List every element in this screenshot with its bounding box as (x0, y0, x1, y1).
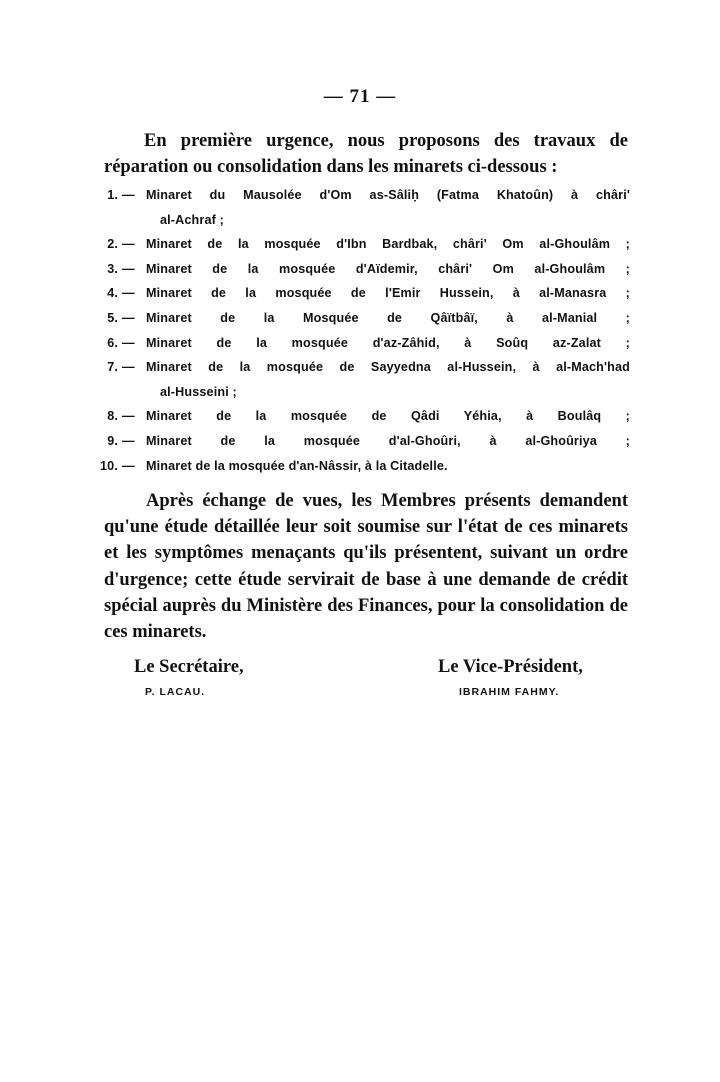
item-text: Minaret de la mosquée d'Ibn Bardbak, châri' Om al-Ghoulâm ; (146, 237, 630, 252)
item-text: Minaret de la Mosquée de Qâïtbâï, à al-Manial ; (146, 310, 630, 325)
list-item (100, 429, 630, 454)
item-text: Minaret de la mosquée de l'Emir Hussein, à al-Manasra ; (146, 286, 630, 301)
item-dash: — (122, 310, 135, 325)
item-dash: — (122, 360, 135, 375)
page-number: — 71 — (323, 86, 397, 107)
item-text: Minaret de la mosquée d'Aïdemir, châri' Om al-Ghoulâm ; (146, 261, 630, 276)
item-dash: — (122, 335, 135, 350)
intro-paragraph: En première urgence, nous proposons des travaux de réparation ou consolidation dans les minarets ci-dessous : (104, 131, 628, 177)
item-number: 4. (107, 286, 118, 301)
item-dash: — (122, 458, 135, 473)
list-item (100, 306, 630, 331)
vice-president-title: Le Vice-Président, (438, 657, 583, 677)
secretary-name: P. LACAU. (145, 686, 206, 698)
list-item (100, 281, 630, 306)
item-dash: — (122, 409, 135, 424)
item-number: 9. (107, 433, 118, 448)
item-number: 10. (100, 458, 118, 473)
item-number: 6. (107, 335, 118, 350)
item-continuation: al-Achraf ; (160, 212, 224, 227)
item-text: Minaret du Mausolée d'Om as-Sâliḥ (Fatma Khatoûn) à châri' (146, 188, 630, 202)
list-item (100, 331, 630, 356)
item-text: Minaret de la mosquée d'az-Zâhid, à Soûq az-Zalat ; (146, 335, 630, 350)
item-number: 5. (107, 310, 118, 325)
list-item (100, 183, 630, 232)
list-item (100, 257, 630, 282)
item-dash: — (122, 237, 135, 252)
item-dash: — (122, 188, 135, 202)
list-item (100, 454, 630, 479)
secretary-title: Le Secrétaire, (134, 657, 244, 677)
item-number: 7. (107, 360, 118, 375)
item-dash: — (122, 286, 135, 301)
list-item (100, 355, 630, 404)
item-text: Minaret de la mosquée de Sayyedna al-Hussein, à al-Mach'had (146, 360, 630, 375)
item-number: 2. (107, 237, 118, 252)
item-number: 8. (107, 409, 118, 424)
closing-paragraph: Après échange de vues, les Membres présents demandent qu'une étude détaillée leur soit soumise sur l'état de ces minarets et les symptômes menaçants qu'ils présentent, suivant un ordre d'urgence; cette étude servirait de base à une demande de crédit spécial auprès du Ministère des Finances, pour la consolidation de ces minarets. (104, 491, 628, 643)
list-item (100, 404, 630, 429)
minaret-list (100, 183, 630, 478)
item-text: Minaret de la mosquée d'al-Ghoûri, à al-Ghoûriya ; (146, 433, 630, 448)
item-continuation: al-Husseini ; (160, 384, 237, 399)
item-number: 3. (107, 261, 118, 276)
item-text: Minaret de la mosquée d'an-Nâssir, à la Citadelle. (146, 458, 448, 473)
vice-president-name: IBRAHIM FAHMY. (459, 686, 560, 698)
item-text: Minaret de la mosquée de Qâdi Yéhia, à Boulâq ; (146, 409, 630, 424)
item-dash: — (122, 261, 135, 276)
item-number: 1. (107, 188, 118, 202)
list-item (100, 232, 630, 257)
item-dash: — (122, 433, 135, 448)
